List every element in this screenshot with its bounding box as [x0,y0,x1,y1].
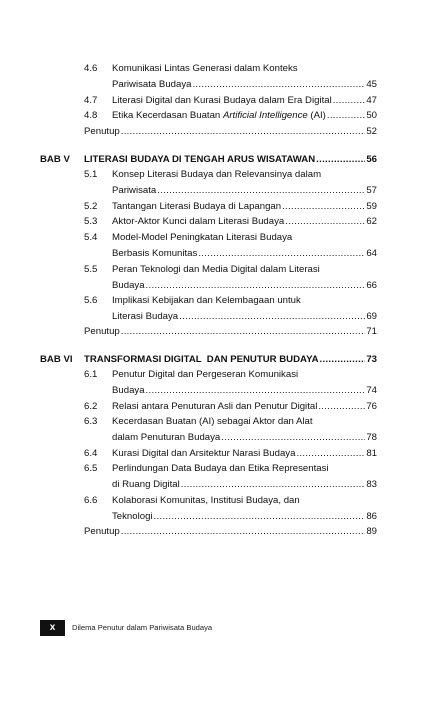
toc-entry[interactable]: Kolaborasi Komunitas, Institusi Budaya, dan [112,495,300,506]
page-number: 56 [366,154,377,165]
page-number: 64 [366,248,377,259]
toc-entry[interactable]: Kurasi Digital dan Arsitektur Narasi Budaya ..... 81 [112,446,377,462]
toc-entry[interactable]: Peran Teknologi dan Media Digital dalam Literasi [112,264,320,275]
toc-entry[interactable]: Relasi antara Penuturan Asli dan Penutur Digital ..... 76 [112,399,377,415]
toc-entry[interactable]: Etika Kecerdasan Buatan Artificial Intelligence (AI) ..... 50 [112,108,377,124]
toc-entry[interactable]: Teknologi ..... 86 [112,509,377,525]
page-number: 66 [366,280,377,291]
page-number: 89 [366,526,377,537]
page-number: 50 [366,110,377,121]
page-number-badge: x [40,620,65,636]
chapter-heading[interactable]: LITERASI BUDAYA DI TENGAH ARUS WISATAWAN ..... 56 [84,152,377,168]
page-number: 59 [366,201,377,212]
section-number: 5.6 [84,295,98,306]
page-number: 47 [366,95,377,106]
toc-entry[interactable]: Literasi Digital dan Kurasi Budaya dalam Era Digital ..... 47 [112,93,377,109]
section-number: 4.7 [84,95,98,106]
chapter-heading[interactable]: TRANSFORMASI DIGITAL DAN PENUTUR BUDAYA ..... 73 [84,352,377,368]
section-number: 4.8 [84,110,98,121]
section-number: 5.2 [84,201,98,212]
toc-entry[interactable]: Implikasi Kebijakan dan Kelembagaan untuk [112,295,301,306]
page-number: 73 [366,354,377,365]
page-number: 81 [366,448,377,459]
toc-entry[interactable]: Perlindungan Data Budaya dan Etika Representasi [112,463,329,474]
chapter-label: BAB V [40,154,70,165]
page-number: 62 [366,216,377,227]
toc-entry[interactable]: di Ruang Digital ..... 83 [112,477,377,493]
section-number: 5.1 [84,169,98,180]
section-number: 6.4 [84,448,98,459]
chapter-label: BAB VI [40,354,73,365]
toc-entry[interactable]: Budaya ..... 74 [112,383,377,399]
section-number: 5.4 [84,232,98,243]
toc-entry[interactable]: Model-Model Peningkatan Literasi Budaya [112,232,293,243]
page-number: 78 [366,432,377,443]
section-number: 4.6 [84,63,98,74]
section-number: 6.2 [84,401,98,412]
toc-entry[interactable]: Aktor-Aktor Kunci dalam Literasi Budaya ..... 62 [112,214,377,230]
toc-entry-closing[interactable]: Penutup ..... 89 [84,524,377,540]
toc-entry[interactable]: Berbasis Komunitas ..... 64 [112,246,377,262]
toc-entry[interactable]: Literasi Budaya ..... 69 [112,309,377,325]
section-number: 6.3 [84,416,98,427]
toc-entry-closing[interactable]: Penutup ..... 52 [84,124,377,140]
toc-entry-closing[interactable]: Penutup ..... 71 [84,324,377,340]
page-number: 86 [366,511,377,522]
toc-entry[interactable]: Pariwisata ..... 57 [112,183,377,199]
page-number: 74 [366,385,377,396]
section-number: 5.5 [84,264,98,275]
page-number: 52 [366,126,377,137]
toc-entry[interactable]: dalam Penuturan Budaya ..... 78 [112,430,377,446]
toc-entry[interactable]: Budaya ..... 66 [112,278,377,294]
toc-entry[interactable]: Tantangan Literasi Budaya di Lapangan ..... 59 [112,199,377,215]
section-number: 6.1 [84,369,98,380]
page-number: 45 [366,79,377,90]
page-number: 69 [366,311,377,322]
section-number: 5.3 [84,216,98,227]
page-number: 57 [366,185,377,196]
toc-entry[interactable]: Konsep Literasi Budaya dan Relevansinya dalam [112,169,322,180]
page-number: 71 [366,326,377,337]
page-number: 76 [366,401,377,412]
toc-entry[interactable]: Penutur Digital dan Pergeseran Komunikasi [112,369,299,380]
page-number: 83 [366,479,377,490]
toc-entry[interactable]: Kecerdasan Buatan (AI) sebagai Aktor dan Alat [112,416,313,427]
toc-entry[interactable]: Komunikasi Lintas Generasi dalam Konteks [112,63,298,74]
running-footer-title: Dilema Penutur dalam Pariwisata Budaya [72,623,213,632]
section-number: 6.5 [84,463,98,474]
section-number: 6.6 [84,495,98,506]
toc-entry[interactable]: Pariwisata Budaya ..... 45 [112,77,377,93]
